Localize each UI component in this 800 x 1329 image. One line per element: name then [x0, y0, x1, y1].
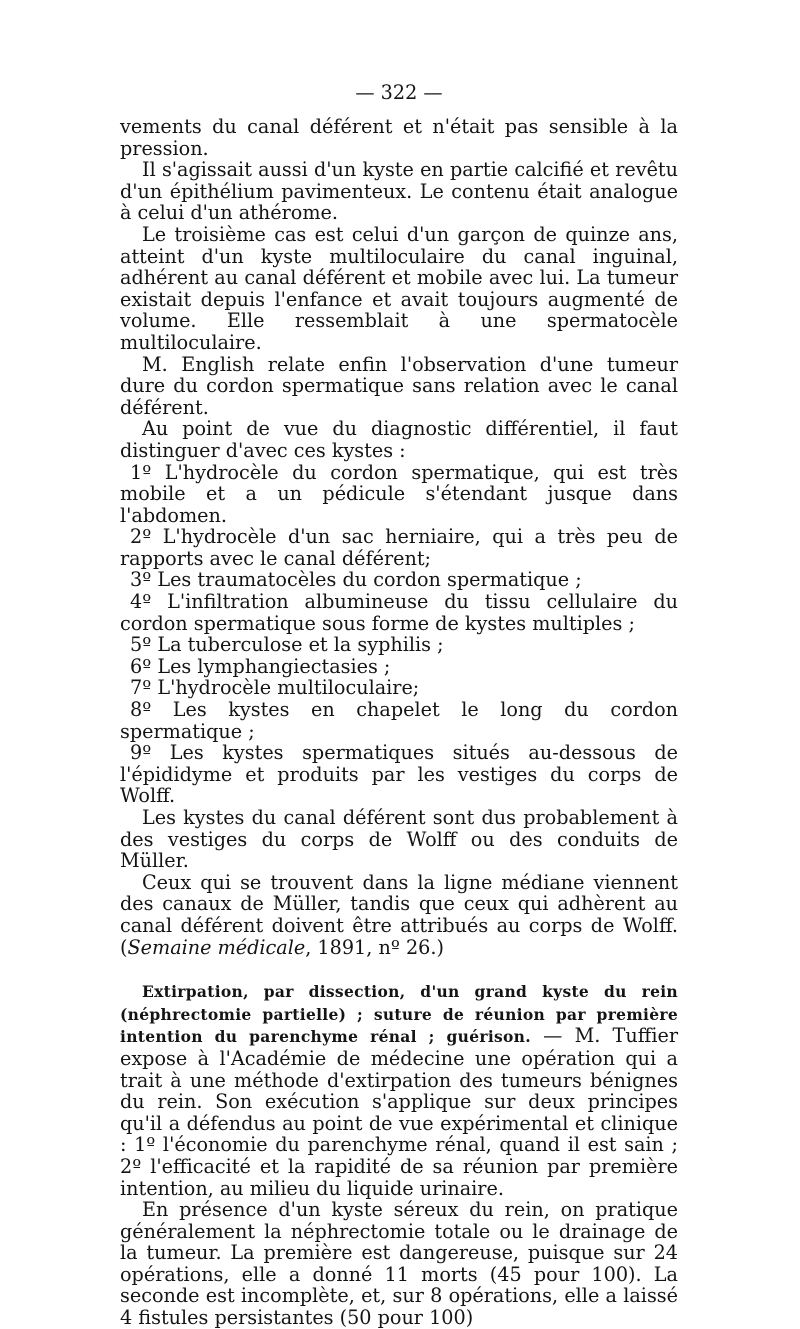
paragraph: Il s'agissait aussi d'un kyste en partie calcifié et revêtu d'un épithélium pavimenteux. Le contenu était analogue à celui d'un athérome. — [120, 158, 678, 225]
page-number: — 322 — — [355, 81, 443, 104]
paragraph-text: Ceux qui se trouvent dans la ligne médiane viennent des canaux de Müller, tandis que ceux qui adhèrent au canal déférent doivent être attribués au corps de Wolff. — [120, 870, 678, 937]
list-item: 8º Les kystes en chapelet le long du cordon spermatique ; — [120, 698, 678, 743]
paragraph: En présence d'un kyste séreux du rein, on pratique généralement la néphrectomie totale ou le drainage de la tumeur. La première est dangereuse, puisque sur 24 opérations, elle a donné 11 morts (45 pour 100). La seconde est incomplète, et, sur 8 opérations, elle a laissé 4 fistules persistantes (50 pour 100) — [120, 1198, 678, 1329]
citation-details: , 1891, nº 26.) — [305, 935, 444, 959]
section-body: — M. Tuffier expose à l'Académie de médecine une opération qui a trait à une méthode d'extirpation des tumeurs bénignes du rein. Son exécution s'applique sur deux principes qu'il a défendus au point de vue expérimental et clinique : 1º l'économie du parenchyme rénal, quand il est sain ; 2º l'efficacité et la rapidité de sa réunion par première intention, au milieu du liquide urinaire. — [120, 1024, 678, 1200]
list-item: 6º Les lymphangiectasies ; — [130, 654, 391, 678]
paragraph: Au point de vue du diagnostic différentiel, il faut distinguer d'avec ces kystes : — [120, 417, 678, 462]
list-item: 2º L'hydrocèle d'un sac herniaire, qui a très peu de rapports avec le canal déférent; — [120, 525, 678, 570]
section-paragraph — [120, 980, 678, 1199]
list-item: 4º L'infiltration albumineuse du tissu cellulaire du cordon spermatique sous forme de kystes multiples ; — [120, 590, 678, 635]
list-item: 5º La tuberculose et la syphilis ; — [130, 633, 444, 657]
list-item: 3º Les traumatocèles du cordon spermatique ; — [130, 568, 582, 592]
paragraph-with-citation — [120, 872, 678, 958]
book-page — [120, 82, 678, 1329]
citation-open: ( — [120, 935, 128, 959]
list-item: 9º Les kystes spermatiques situés au-dessous de l'épididyme et produits par les vestiges du corps de Wolff. — [120, 741, 678, 808]
citation-source: Semaine médicale — [127, 935, 306, 959]
list-item: 1º L'hydrocèle du cordon spermatique, qui est très mobile et a un pédicule s'étendant jusque dans l'abdomen. — [120, 460, 678, 527]
paragraph: Le troisième cas est celui d'un garçon de quinze ans, atteint d'un kyste multiloculaire du canal inguinal, adhérent au canal déférent et mobile avec lui. La tumeur existait depuis l'enfance et avait toujours augmenté de volume. Elle ressemblait à une spermatocèle multiloculaire. — [120, 222, 678, 354]
list-item: 7º L'hydrocèle multiloculaire; — [130, 676, 420, 700]
paragraph-continuation: vements du canal déférent et n'était pas sensible à la pression. — [120, 115, 678, 160]
paragraph: Les kystes du canal déférent sont dus probablement à des vestiges du corps de Wolff ou des conduits de Müller. — [120, 806, 678, 873]
paragraph: M. English relate enfin l'observation d'une tumeur dure du cordon spermatique sans relation avec le canal déférent. — [120, 352, 678, 419]
section-title: Extirpation, par dissection, d'un grand kyste du rein (néphrectomie partielle) ; suture de réunion par première intention du parenchyme rénal ; guérison. — [120, 982, 678, 1047]
